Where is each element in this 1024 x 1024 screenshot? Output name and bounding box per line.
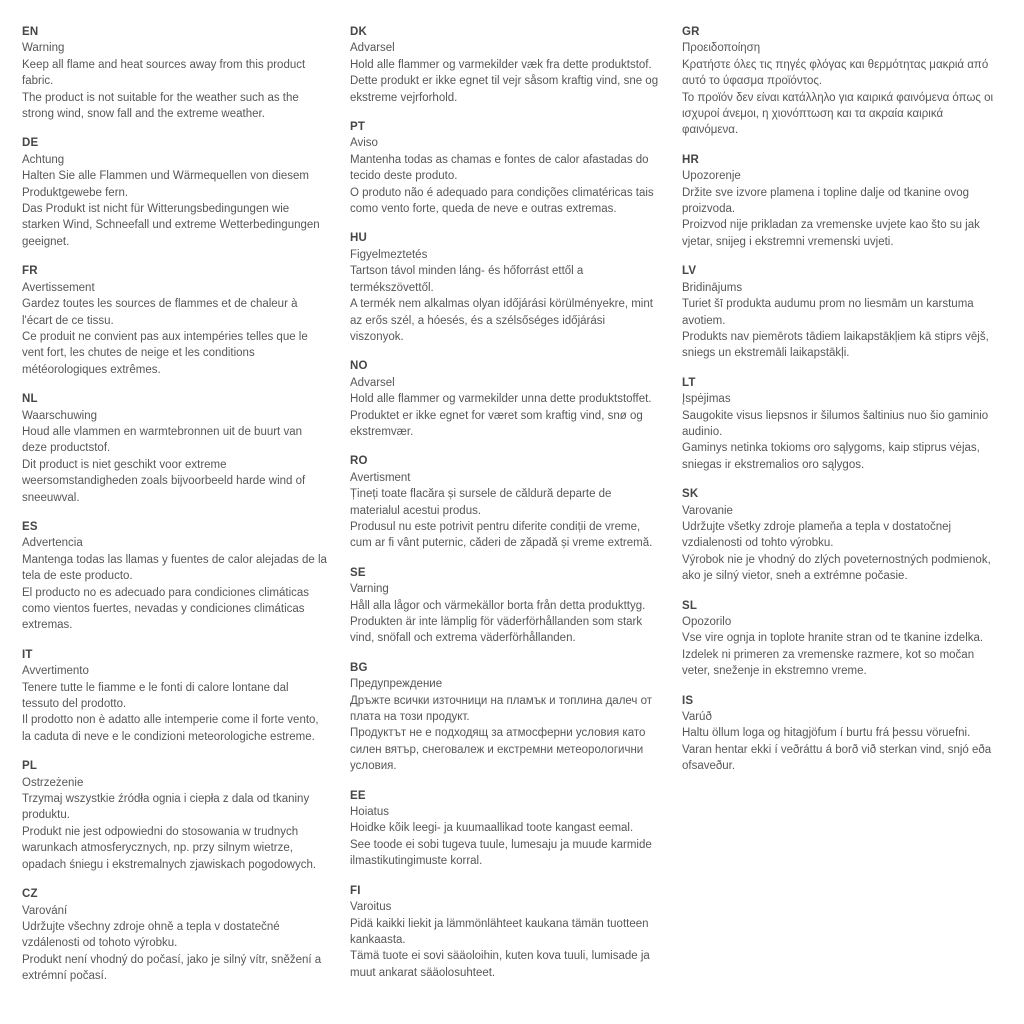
language-section — [682, 263, 1002, 361]
warning-text: Dit product is niet geschikt voor extreme weersomstandigheden zoals bijvoorbeeld harde wind of sneeuwval. — [22, 458, 306, 504]
warning-title: Varoitus — [350, 901, 392, 914]
warning-text: Houd alle vlammen en warmtebronnen uit de buurt van deze productstof. — [22, 425, 302, 455]
language-section — [350, 788, 660, 870]
language-code: DK — [350, 26, 368, 38]
column-2 — [350, 24, 660, 1004]
warning-text: Izdelek ni primeren za vremenske razmere, kot so močan veter, sneženje in ekstremno vreme. — [682, 648, 975, 678]
language-section — [22, 647, 327, 745]
warning-title: Achtung — [22, 153, 65, 166]
language-code: SK — [682, 488, 699, 501]
language-code: IT — [22, 648, 33, 661]
language-section — [22, 758, 327, 873]
language-code: RO — [350, 455, 368, 468]
language-code: HU — [350, 232, 368, 245]
warning-title: Προειδοποίηση — [682, 42, 761, 55]
warning-text: Produkts nav piemērots tādiem laikapstākļiem kā stiprs vējš, sniegs un ekstremāli laikapstākļi. — [682, 330, 989, 360]
warning-text: Hold alle flammer og varmekilder unna dette produktstoffet. — [350, 393, 652, 406]
warning-text: Keep all flame and heat sources away from this product fabric. — [22, 58, 306, 88]
warning-text: Haltu öllum loga og hitagjöfum í burtu frá þessu vöruefni. — [682, 727, 971, 740]
warning-title: Figyelmeztetés — [350, 248, 428, 261]
warning-text: El producto no es adecuado para condiciones climáticas como vientos fuertes, nevadas y condiciones climáticas extremas. — [22, 586, 310, 632]
column-1 — [22, 24, 327, 1004]
warning-title: Avertissement — [22, 281, 95, 294]
warning-text: Produktet er ikke egnet for været som kraftig vind, snø og ekstremvær. — [350, 409, 643, 438]
column-3 — [682, 24, 1002, 1004]
warning-title: Advarsel — [350, 42, 395, 55]
warning-text: Продуктът не е подходящ за атмосферни условия като силен вятър, снеговалеж и екстремни метеорологични условия. — [350, 727, 646, 773]
language-section — [350, 358, 660, 440]
warning-text: Κρατήστε όλες τις πηγές φλόγας και θερμότητας μακριά από αυτό το ύφασμα προϊόντος. — [682, 58, 989, 88]
warning-text: The product is not suitable for the weather such as the strong wind, snow fall and the extreme weather. — [22, 91, 299, 121]
warning-text: Ce produit ne convient pas aux intempéries telles que le vent fort, les chutes de neige et les conditions météorologiques extrêmes. — [22, 330, 308, 376]
language-code: BG — [350, 661, 368, 674]
warning-title: Advarsel — [350, 376, 395, 389]
language-code: HR — [682, 153, 700, 166]
language-code: NO — [350, 360, 368, 373]
language-code: PL — [22, 760, 38, 773]
warning-text: Tenere tutte le fiamme e le fonti di calore lontane dal tessuto del prodotto. — [22, 681, 289, 711]
language-section — [22, 519, 327, 634]
warning-text: Držite sve izvore plamena i topline dalje od tkanine ovog proizvoda. — [682, 186, 970, 216]
language-section — [22, 391, 327, 506]
language-code: SL — [682, 599, 698, 612]
warning-text: A termék nem alkalmas olyan időjárási körülményekre, mint az erős szél, a hóesés, és a szélsőséges időjárási viszonyok. — [350, 298, 653, 343]
language-section — [350, 883, 660, 981]
language-code: FI — [350, 884, 361, 897]
warning-title: Įspėjimas — [682, 393, 731, 406]
warning-text: Pidä kaikki liekit ja lämmönlähteet kaukana tämän tuotteen kankaasta. — [350, 917, 649, 946]
language-code: LV — [682, 265, 697, 278]
language-section — [350, 24, 660, 106]
warning-text: Saugokite visus liepsnos ir šilumos šaltinius nuo šio gaminio audinio. — [682, 409, 989, 438]
warning-title: Opozorilo — [682, 616, 732, 628]
language-code: LT — [682, 376, 696, 389]
warning-title: Varovanie — [682, 504, 733, 517]
warning-text: Udržujte všechny zdroje ohně a tepla v dostatečné vzdálenosti od tohoto výrobku. — [22, 920, 280, 950]
language-code: EN — [22, 26, 39, 38]
warning-text: Produsul nu este potrivit pentru diferite condiții de vreme, cum ar fi vânt puternic, căderi de zăpadă și vreme extremă. — [350, 520, 653, 550]
warning-title: Warning — [22, 42, 65, 55]
warning-title: Upozorenje — [682, 170, 741, 183]
warning-title: Bridinājums — [682, 281, 743, 294]
warning-title: Ostrzeżenie — [22, 776, 84, 789]
warning-text: Varan hentar ekki í veðráttu á borð við sterkan vind, snjó eða ofsaveður. — [682, 743, 992, 773]
warning-text: O produto não é adequado para condições climatéricas tais como vento forte, queda de neve e outras extremas. — [350, 186, 654, 216]
warning-text: Håll alla lågor och värmekällor borta från detta produkttyg. — [350, 599, 646, 612]
language-section — [682, 375, 1002, 473]
warning-text: Hoidke kõik leegi- ja kuumaallikad toote kangast eemal. — [350, 822, 634, 835]
language-section — [350, 660, 660, 775]
warning-text: Mantenga todas las llamas y fuentes de calor alejadas de la tela de este producto. — [22, 553, 327, 583]
warning-text: Výrobok nie je vhodný do zlých poveternostných podmienok, ako je silný vietor, sneh a extrémne počasie. — [682, 553, 991, 583]
warning-title: Hoiatus — [350, 806, 389, 819]
warning-text: Das Produkt ist nicht für Witterungsbedingungen wie starken Wind, Schneefall und extreme Wetterbedingungen geeignet. — [22, 203, 320, 248]
warning-text: Tämä tuote ei sovi sääoloihin, kuten kova tuuli, lumisade ja muut ankarat sääolosuhteet. — [350, 950, 650, 979]
language-code: ES — [22, 520, 38, 533]
warning-text: Țineți toate flacăra și sursele de căldură departe de materialul acestui produs. — [350, 488, 612, 517]
warning-text: Gaminys netinka tokioms oro sąlygoms, kaip stiprus vėjas, sniegas ir ekstremalios oro sąlygos. — [682, 442, 980, 471]
warning-title: Avvertimento — [22, 665, 89, 678]
language-section — [350, 565, 660, 647]
warning-text: Mantenha todas as chamas e fontes de calor afastadas do tecido deste produto. — [350, 153, 649, 183]
warning-text: Turiet šī produkta audumu prom no liesmām un karstuma avotiem. — [682, 298, 974, 327]
warning-text: Produkt nie jest odpowiedni do stosowania w trudnych warunkach atmosferycznych, np. przy silnym wietrze, opadach śniegu i ekstremalnych zjawiskach pogodowych. — [22, 825, 317, 871]
warning-text: Il prodotto non è adatto alle intemperie come il forte vento, la caduta di neve e le condizioni meteorologiche estreme. — [22, 714, 319, 743]
warning-text: Gardez toutes les sources de flammes et de chaleur à l'écart de ce tissu. — [22, 298, 298, 327]
warning-text: Udržujte všetky zdroje plameňa a tepla v dostatočnej vzdialenosti od tohto výrobku. — [682, 520, 952, 550]
language-code: GR — [682, 26, 700, 38]
warning-title: Avertisment — [350, 471, 411, 484]
language-code: FR — [22, 265, 38, 278]
warning-title: Varúð — [682, 711, 712, 724]
warning-text: Tartson távol minden láng- és hőforrást ettől a termékszövettől. — [350, 265, 584, 294]
language-section — [22, 263, 327, 378]
language-code: EE — [350, 789, 366, 802]
language-code: SE — [350, 566, 366, 579]
warning-text: Trzymaj wszystkie źródła ognia i ciepła z dala od tkaniny produktu. — [22, 793, 310, 822]
language-section — [350, 453, 660, 551]
language-section — [22, 135, 327, 250]
language-section — [682, 693, 1002, 775]
warning-text: Vse vire ognja in toplote hranite stran od te tkanine izdelka. — [682, 632, 984, 645]
warning-text: Το προϊόν δεν είναι κατάλληλο για καιρικά φαινόμενα όπως οι ισχυροί άνεμοι, η χιονόπτωση και τα ακραία καιρικά φαινόμενα. — [682, 91, 994, 137]
warning-text: Produkt není vhodný do počasí, jako je silný vítr, sněžení a extrémní počasí. — [22, 953, 322, 983]
language-code: DE — [22, 137, 39, 150]
language-code: IS — [682, 694, 694, 707]
warning-text: Hold alle flammer og varmekilder væk fra dette produktstof. — [350, 58, 652, 71]
language-code: NL — [22, 393, 38, 406]
language-section — [682, 24, 1002, 139]
language-section — [682, 486, 1002, 584]
warning-title: Предупреждение — [350, 678, 443, 691]
warning-title: Varning — [350, 583, 389, 596]
warning-text: See toode ei sobi tugeva tuule, lumesaju ja muude karmide ilmastikutingimuste korral. — [350, 838, 652, 868]
language-section — [682, 152, 1002, 250]
language-code: PT — [350, 121, 366, 134]
warning-text: Дръжте всички източници на пламък и топлина далеч от плата на този продукт. — [350, 694, 653, 724]
warning-text: Proizvod nije prikladan za vremenske uvjete kao što su jak vjetar, snijeg i ekstremni vremenski uvjeti. — [682, 219, 980, 248]
language-code: CZ — [22, 888, 38, 901]
warning-title: Advertencia — [22, 537, 83, 550]
language-section — [22, 24, 327, 122]
language-section — [350, 230, 660, 345]
warning-title: Aviso — [350, 137, 378, 150]
warning-text: Produkten är inte lämplig för väderförhållanden som stark vind, snöfall och extrema väderförhållanden. — [350, 616, 643, 645]
language-section — [350, 119, 660, 217]
warning-text: Dette produkt er ikke egnet til vejr såsom kraftig vind, sne og ekstreme vejrforhold. — [350, 75, 659, 104]
warning-title: Varování — [22, 904, 68, 917]
language-section — [22, 886, 327, 984]
language-section — [682, 598, 1002, 680]
warning-title: Waarschuwing — [22, 409, 97, 422]
warning-text: Halten Sie alle Flammen und Wärmequellen von diesem Produktgewebe fern. — [22, 170, 310, 199]
